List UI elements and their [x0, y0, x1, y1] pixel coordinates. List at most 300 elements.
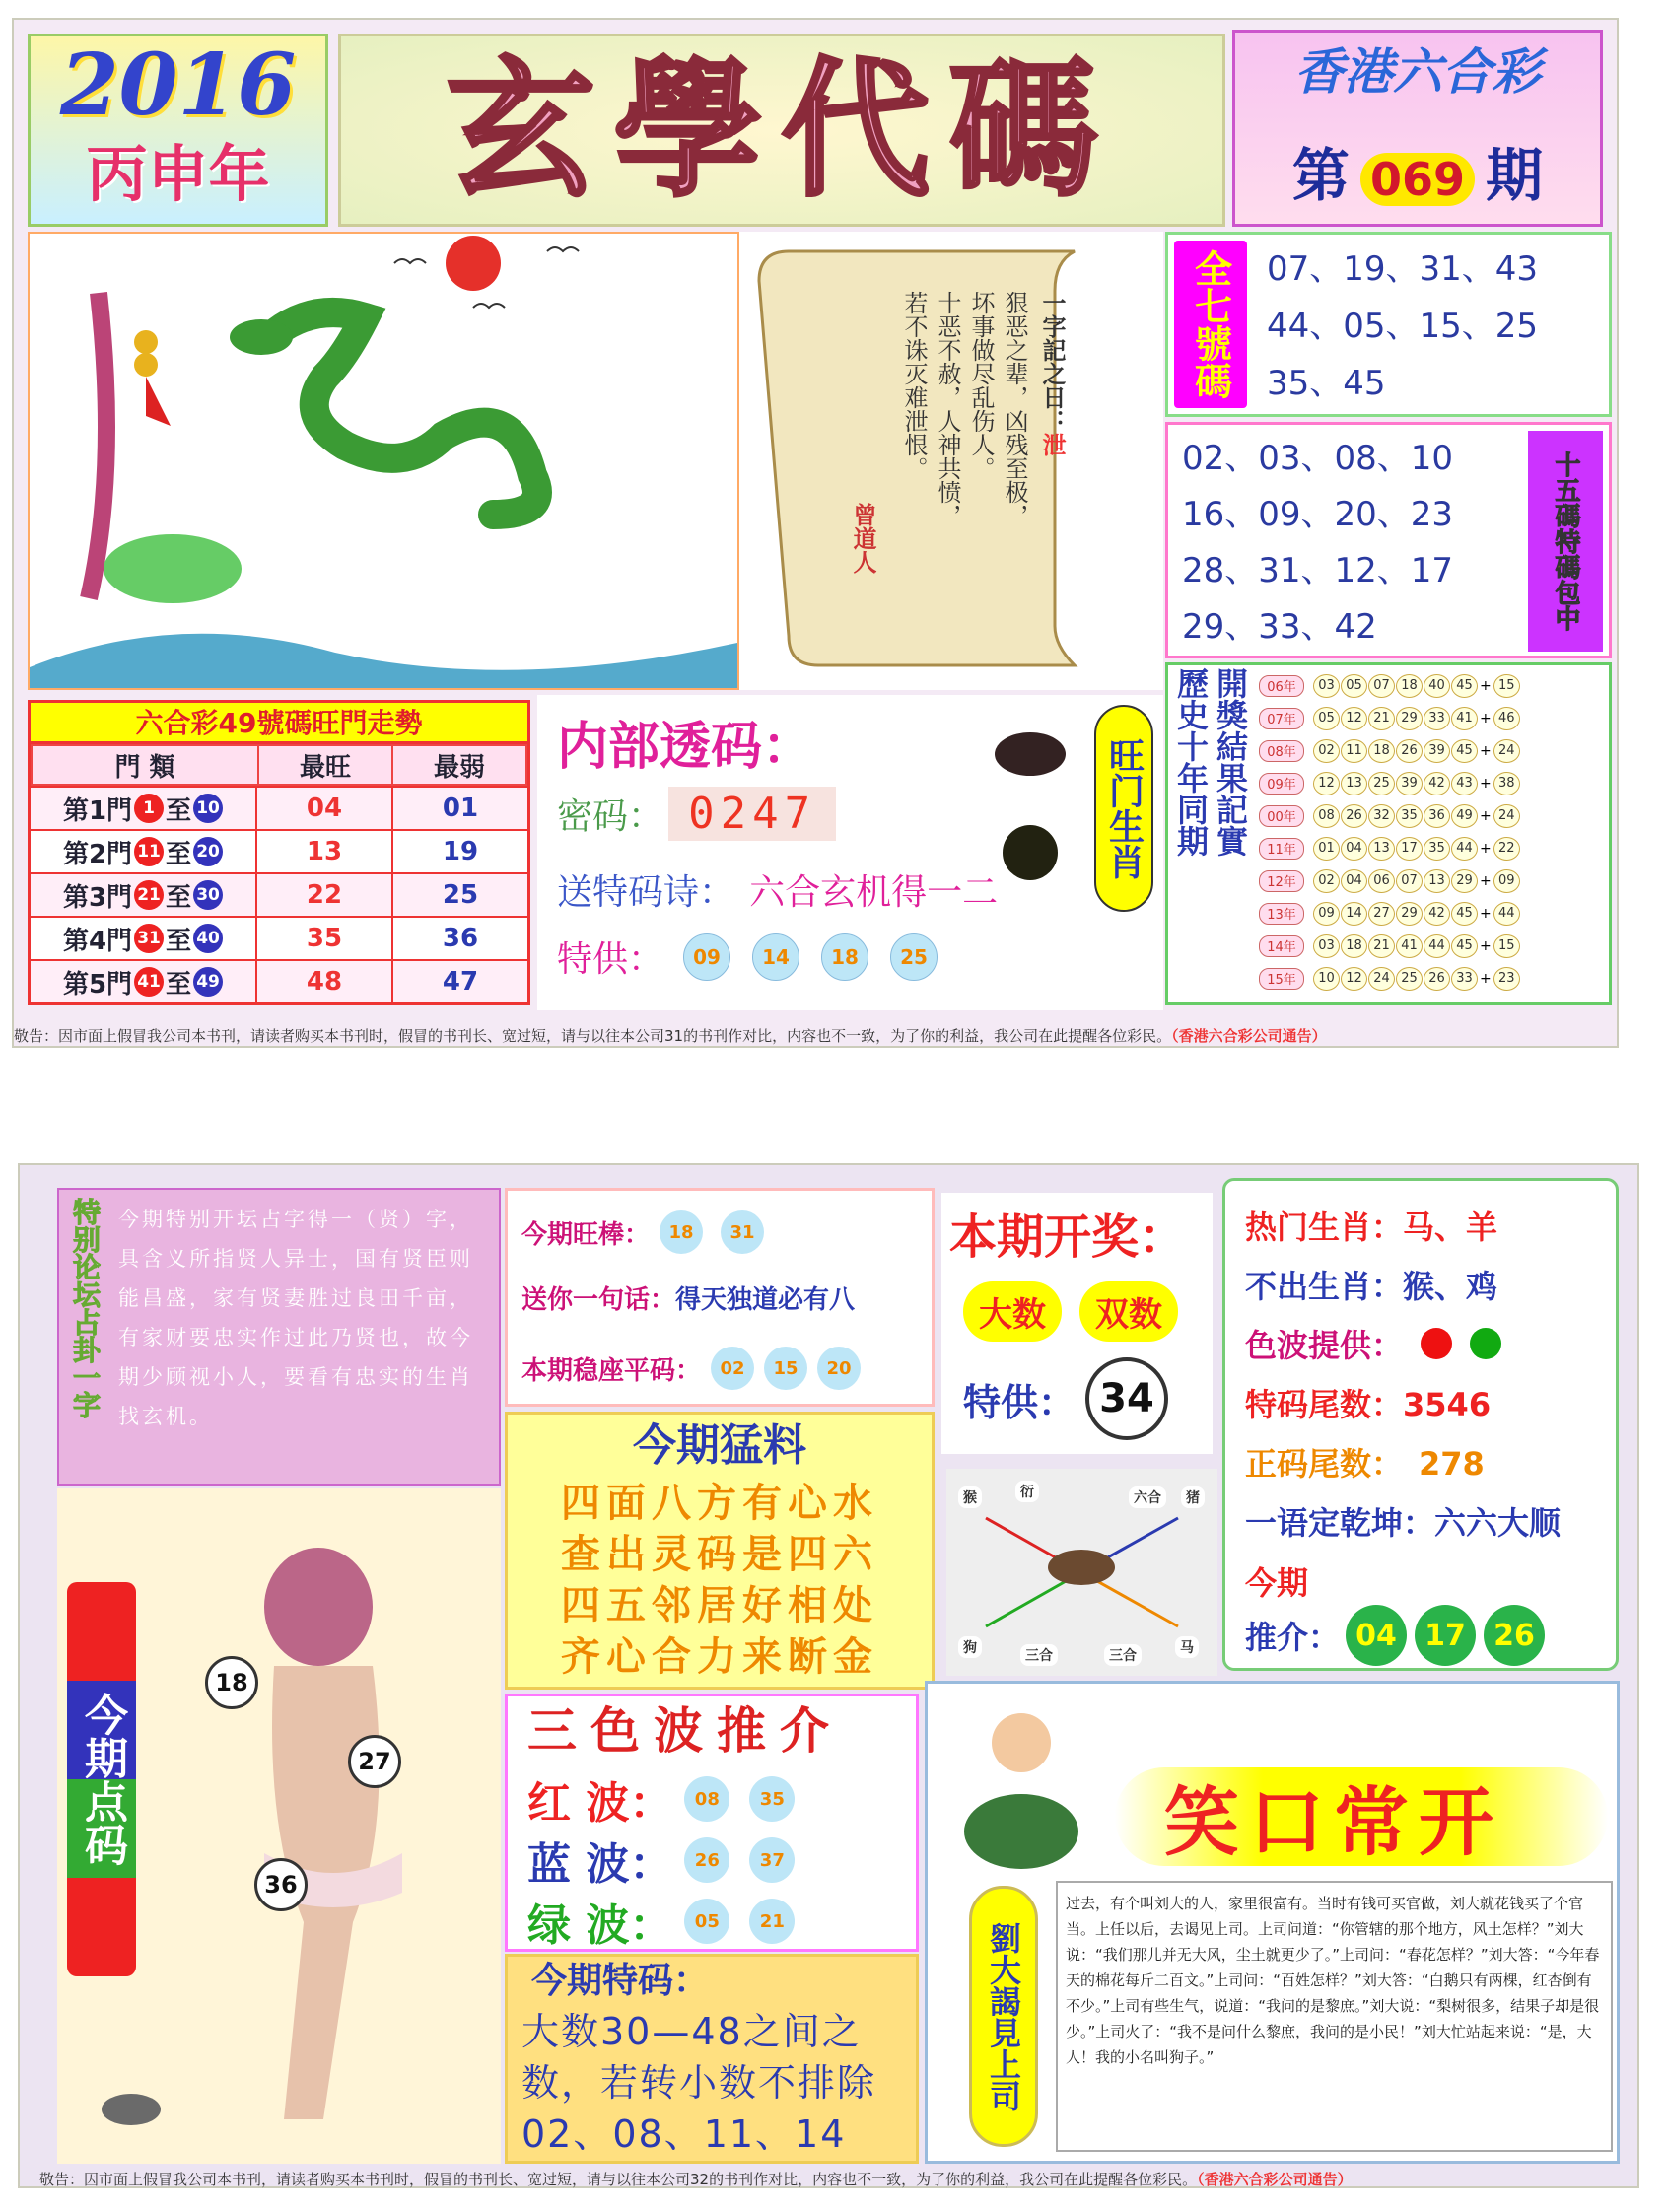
trend-door: [31, 788, 257, 829]
history-number: 40: [1424, 674, 1450, 698]
issue-suffix: 期: [1486, 142, 1544, 209]
wave-line: [1245, 1321, 1501, 1366]
hot-line: [1245, 1203, 1497, 1248]
wang-line: [521, 1210, 764, 1254]
history-number: 02: [1313, 739, 1340, 763]
scroll-line-3: 十恶不赦，人神共愤，: [934, 291, 961, 527]
history-year: 14年: [1259, 935, 1304, 957]
point-ball: 18: [205, 1656, 258, 1709]
title-banner: [338, 34, 1225, 227]
nohot-label: 不出生肖：: [1245, 1268, 1404, 1305]
laugh-title: 笑口常开: [1164, 1778, 1503, 1866]
history-year: 06年: [1259, 675, 1304, 697]
fierce-line: 四五邻居好相处: [561, 1583, 878, 1628]
trend-min: 19: [442, 837, 479, 866]
point-ball: 27: [348, 1735, 401, 1788]
tema-text: 大数30—48之间之数，若转小数不排除02、08、11、14: [521, 2010, 877, 2156]
history-year: 08年: [1259, 740, 1304, 762]
history-plus: +: [1480, 937, 1492, 954]
special-ball: 14: [752, 933, 799, 981]
nohot-line: [1245, 1262, 1497, 1307]
trend-door-end: 40: [193, 924, 223, 953]
history-number: 14: [1341, 902, 1367, 926]
history-year: 12年: [1259, 870, 1304, 892]
scroll-panel: [739, 232, 1163, 690]
blue-balls: [684, 1837, 795, 1883]
zodiac-label: 马: [1175, 1636, 1199, 1658]
draw-title: 本期开奖：: [949, 1210, 1187, 1265]
history-number: 18: [1368, 739, 1395, 763]
brand-block: [1232, 30, 1603, 227]
special-label: 特供：: [557, 939, 664, 980]
history-number: 12: [1341, 967, 1367, 991]
history-row: [1259, 767, 1520, 799]
history-number: 45: [1451, 674, 1478, 698]
trend-door-name: 第5門: [62, 969, 133, 1000]
kill-row-2: 44、05、15、25: [1267, 307, 1539, 346]
trend-door-to: 至: [166, 926, 192, 956]
trend-title: 六合彩49號碼旺門走勢: [31, 703, 527, 744]
bottom-notice-sign: （香港六合彩公司通告）: [1197, 2171, 1353, 2188]
trend-header-row: [32, 745, 526, 785]
red-label: 红 波：: [527, 1778, 673, 1829]
history-year: 00年: [1259, 805, 1304, 827]
scroll-signature: 曾道人: [849, 503, 876, 574]
hot-value: 马、羊: [1403, 1209, 1498, 1246]
special-ball: 18: [821, 933, 868, 981]
draw-big: 大数: [963, 1281, 1062, 1342]
red-balls: [684, 1776, 795, 1822]
draw-special-ball: 34: [1085, 1357, 1168, 1440]
rec-ball: 17: [1415, 1605, 1476, 1666]
history-number: 13: [1368, 837, 1395, 861]
wang-label-b: 今期旺棒：: [521, 1219, 651, 1250]
draw-double: 双数: [1079, 1281, 1178, 1342]
kill-row-3: 35、45: [1267, 364, 1386, 403]
history-plus: +: [1480, 905, 1492, 922]
red-line: [527, 1767, 795, 1831]
tricolor-title: 三色波推介: [527, 1702, 843, 1760]
bottom-notice: [39, 2169, 1636, 2189]
trend-door-to: 至: [166, 882, 192, 913]
history-row: [1259, 930, 1520, 962]
poem-label: 送特码诗：: [557, 872, 735, 913]
history-number: 29: [1396, 707, 1423, 730]
history-label: 歷史十年同期: [1172, 667, 1210, 857]
history-number: 18: [1396, 674, 1423, 698]
draw-panel: [941, 1193, 1213, 1454]
trend-max: 35: [257, 918, 393, 959]
lady-figure: [205, 1528, 432, 2139]
tail-line: [1245, 1380, 1491, 1425]
trend-table: [31, 744, 527, 786]
history-number: 26: [1396, 739, 1423, 763]
history-row: [1259, 897, 1520, 930]
trend-door-end: 10: [193, 794, 223, 823]
ztail-value: 278: [1419, 1445, 1485, 1483]
history-special: 44: [1493, 902, 1520, 926]
ztail-label: 正码尾数：: [1245, 1445, 1404, 1483]
ping-ball: 15: [764, 1347, 807, 1390]
trend-max: 22: [257, 874, 393, 916]
yiyu-line: [1245, 1498, 1561, 1544]
history-number: 35: [1396, 804, 1423, 828]
trend-max: 04: [257, 788, 393, 829]
history-number: 26: [1341, 804, 1367, 828]
trend-row: [31, 872, 527, 916]
issue-number: 069: [1360, 153, 1475, 206]
history-number: 44: [1451, 837, 1478, 861]
rec-line: [1245, 1605, 1545, 1666]
poem-line: [557, 864, 998, 915]
history-number: 25: [1396, 967, 1423, 991]
kill-numbers: [1267, 241, 1538, 412]
trend-table-panel: [28, 700, 530, 1005]
year-label: 2016: [59, 35, 297, 135]
fierce-line: 查出灵码是四六: [561, 1532, 878, 1577]
trend-row: [31, 916, 527, 959]
middle-top-panel: [505, 1188, 935, 1407]
top-notice: [14, 1025, 1621, 1046]
ping-label: 本期稳座平码：: [521, 1355, 702, 1386]
special-ball: 25: [890, 933, 938, 981]
wang-ball: 18: [660, 1210, 703, 1254]
tema-panel: [505, 1954, 919, 2164]
ping-ball: 20: [817, 1347, 861, 1390]
trend-max: 48: [257, 961, 393, 1002]
ping-balls: [711, 1347, 861, 1390]
trend-header-min: 最弱: [392, 745, 526, 785]
draw-special-line: [941, 1357, 1213, 1440]
trend-max: 13: [257, 831, 393, 872]
trend-header-door: 門 類: [32, 745, 258, 785]
trend-door-name: 第2門: [62, 839, 133, 869]
forum-label: 特别论坛占卦一字: [69, 1198, 102, 1418]
tricolor-panel: [505, 1694, 919, 1952]
history-number: 27: [1368, 902, 1395, 926]
history-row: [1259, 702, 1520, 734]
history-number: 42: [1424, 902, 1450, 926]
yiyu-label: 一语定乾坤：: [1245, 1504, 1435, 1542]
history-number: 05: [1313, 707, 1340, 730]
trend-door-name: 第3門: [62, 882, 133, 913]
say-value: 得天独道必有八: [675, 1285, 856, 1315]
history-special: 46: [1493, 707, 1520, 730]
history-row: [1259, 734, 1520, 767]
history-number: 33: [1424, 707, 1450, 730]
history-special: 23: [1493, 967, 1520, 991]
issue-prefix: 第: [1291, 142, 1350, 209]
trend-door: [31, 874, 257, 916]
history-number: 45: [1451, 902, 1478, 926]
history-plus: +: [1480, 872, 1492, 889]
history-number: 03: [1313, 934, 1340, 958]
red-ball: 35: [749, 1776, 795, 1822]
trend-min: 01: [442, 794, 479, 823]
lady-panel: [57, 1488, 501, 2164]
point-ball: 36: [254, 1858, 308, 1911]
history-year: 13年: [1259, 903, 1304, 925]
trend-min: 47: [442, 967, 479, 997]
history-number: 06: [1368, 869, 1395, 893]
pw-line: [557, 789, 836, 839]
history-special: 24: [1493, 804, 1520, 828]
special-line: [557, 932, 938, 982]
history-panel: [1165, 662, 1612, 1005]
history-number: 02: [1313, 869, 1340, 893]
bottom-notice-text: 敬告：因市面上假冒我公司本书刊，请读者购买本书刊时，假冒的书刊长、宽过短，请与以往本公司32的书刊作对比，内容也不一致，为了你的利益，我公司在此提醒各位彩民。: [39, 2171, 1198, 2188]
history-special: 24: [1493, 739, 1520, 763]
history-number: 32: [1368, 804, 1395, 828]
history-special: 15: [1493, 934, 1520, 958]
poem-value: 六合玄机得一二: [749, 872, 999, 913]
history-year: 09年: [1259, 773, 1304, 795]
trend-min: 36: [442, 924, 479, 953]
inside-title: 内部透码：: [557, 718, 814, 777]
fifteen-numbers: [1182, 431, 1453, 656]
fierce-line: 四面八方有心水: [561, 1481, 878, 1526]
history-plus: +: [1480, 742, 1492, 759]
history-number: 42: [1424, 772, 1450, 795]
trend-door-start: 21: [134, 880, 164, 910]
kill-label: 全七號碼: [1174, 241, 1247, 408]
history-number: 21: [1368, 934, 1395, 958]
history-special: 15: [1493, 674, 1520, 698]
history-number: 26: [1424, 967, 1450, 991]
special-ball: 09: [683, 933, 730, 981]
trend-door-start: 41: [134, 967, 164, 997]
history-number: 13: [1424, 869, 1450, 893]
history-number: 07: [1396, 869, 1423, 893]
forum-panel: [57, 1188, 501, 1486]
blue-ball: 26: [684, 1837, 729, 1883]
history-row: [1259, 669, 1520, 702]
history-number: 04: [1341, 837, 1367, 861]
history-number: 36: [1424, 804, 1450, 828]
trend-row: [31, 829, 527, 872]
scroll-line-4: 若不诛灭难泄恨。: [900, 291, 928, 480]
yiyu-value: 六六大顺: [1434, 1504, 1562, 1542]
wang-balls: [660, 1210, 764, 1254]
tail-value: 3546: [1403, 1386, 1492, 1423]
trend-door: [31, 831, 257, 872]
scroll-line-2: 坏事做尽乱伤人。: [967, 291, 995, 480]
blue-ball: 37: [749, 1837, 795, 1883]
history-number: 10: [1313, 967, 1340, 991]
point-label: 今期点码: [67, 1582, 136, 1976]
history-rows: [1259, 669, 1520, 995]
say-line: [521, 1279, 855, 1316]
trend-min: 25: [442, 880, 479, 910]
history-plus: +: [1480, 807, 1492, 824]
wave-green-dot: [1470, 1328, 1501, 1359]
trend-door-start: 31: [134, 924, 164, 953]
trend-door-name: 第4門: [62, 926, 133, 956]
history-special: 22: [1493, 837, 1520, 861]
fifteen-row-4: 29、33、42: [1182, 607, 1377, 647]
inside-code-panel: [537, 695, 1163, 1010]
rec-ball: 26: [1484, 1605, 1545, 1666]
year-block: [28, 34, 328, 227]
history-label2: 開獎結果記實: [1212, 667, 1249, 857]
say-label: 送你一句话：: [521, 1285, 676, 1315]
trend-door-end: 30: [193, 880, 223, 910]
fierce-panel: [505, 1412, 935, 1690]
history-plus: +: [1480, 970, 1492, 987]
ganzhi-label: 丙申年: [86, 138, 270, 210]
history-number: 04: [1341, 869, 1367, 893]
tema-title: 今期特码：: [531, 1961, 710, 2001]
green-balls: [684, 1899, 795, 1944]
hot-panel: [1222, 1178, 1619, 1671]
history-number: 18: [1341, 934, 1367, 958]
trend-row: [31, 786, 527, 829]
wang-label: 旺门生肖: [1094, 705, 1153, 912]
fierce-line: 齐心合力来断金: [561, 1634, 878, 1680]
history-number: 17: [1396, 837, 1423, 861]
fifteen-numbers-box: [1165, 422, 1612, 658]
main-title: 玄學代碼: [446, 43, 1117, 217]
nohot-value: 猴、鸡: [1403, 1268, 1498, 1305]
ztail-line: [1245, 1439, 1485, 1485]
blue-line: [527, 1829, 795, 1892]
trend-door-start: 11: [134, 837, 164, 866]
fifteen-label: 十五碼特碼包中: [1528, 431, 1603, 652]
brand-label: 香港六合彩: [1294, 43, 1541, 101]
history-number: 21: [1368, 707, 1395, 730]
kill-row-1: 07、19、31、43: [1267, 249, 1539, 289]
ping-ball: 02: [711, 1347, 754, 1390]
zodiac-label: 衍: [1015, 1481, 1039, 1502]
history-number: 01: [1313, 837, 1340, 861]
trend-door: [31, 961, 257, 1002]
hot-label: 热门生肖：: [1245, 1209, 1404, 1246]
trend-door-to: 至: [166, 839, 192, 869]
scroll-heading: [1035, 291, 1070, 587]
rec-balls: [1346, 1605, 1545, 1666]
forum-text: 今期特别开坛占字得一（贤）字，具含义所指贤人异士，国有贤臣则能昌盛，家有贤妻胜过良田千亩，有家财要忠实作过此乃贤也，故今期少顾视小人，要看有忠实的生肖找玄机。: [118, 1208, 473, 1428]
history-number: 41: [1451, 707, 1478, 730]
green-line: [527, 1890, 795, 1953]
zodiac-label: 六合: [1129, 1486, 1166, 1508]
history-row: [1259, 864, 1520, 897]
history-number: 05: [1341, 674, 1367, 698]
scroll-heading-char: 泄: [1038, 433, 1066, 456]
history-number: 45: [1451, 739, 1478, 763]
green-ball: 05: [684, 1899, 729, 1944]
scroll-heading-text: 一字記之日：: [1038, 291, 1066, 433]
trend-door-name: 第1門: [62, 795, 133, 826]
history-special: 38: [1493, 772, 1520, 795]
rec-label2: 推介：: [1245, 1619, 1341, 1656]
history-number: 43: [1451, 772, 1478, 795]
history-plus: +: [1480, 677, 1492, 694]
wang-ball: 31: [721, 1210, 764, 1254]
fierce-lines: [508, 1478, 932, 1683]
trend-door-start: 1: [134, 794, 164, 823]
pw-value: 0247: [668, 787, 836, 841]
trend-rows: [31, 786, 527, 1002]
history-row: [1259, 799, 1520, 832]
special-balls: [683, 933, 938, 981]
history-number: 24: [1368, 967, 1395, 991]
fifteen-row-3: 28、31、12、17: [1182, 551, 1454, 590]
scroll-line-1: 狠恶之辈，凶残至极，: [1001, 291, 1028, 527]
draw-chips: [941, 1281, 1213, 1342]
history-number: 09: [1313, 902, 1340, 926]
story-text: 过去，有个叫刘大的人，家里很富有。当时有钱可买官做，刘大就花钱买了个官当。上任以后，去谒见上司。上司问道：“你管辖的那个地方，风土怎样？”刘大说：“我们那儿并无大风，尘土就更少了。”上司问：“春花怎样？”刘大答：“今年春天的棉花每斤二百文。”上司问：“百姓怎样？”刘大答：“白鹅只有两棵，红杏倒有不少。”上司有些生气，说道：“我问的是黎庶。”刘大说：“梨树很多，结果子却是很少。”上司火了：“我不是问什么黎庶，我问的是小民！”刘大忙站起来说：“是，大人！我的小名叫狗子。”: [1056, 1881, 1613, 2152]
history-year: 07年: [1259, 708, 1304, 729]
fifteen-row-1: 02、03、08、10: [1182, 439, 1454, 478]
history-row: [1259, 832, 1520, 864]
wave-red-dot: [1421, 1328, 1452, 1359]
fifteen-row-2: 16、09、20、23: [1182, 495, 1454, 534]
dog-icon: [97, 2080, 166, 2139]
zodiac-diagram: [946, 1469, 1217, 1676]
zodiac-label: 三合: [1104, 1644, 1142, 1666]
history-number: 03: [1313, 674, 1340, 698]
tail-label: 特码尾数：: [1245, 1386, 1404, 1423]
wave-label: 色波提供：: [1245, 1327, 1404, 1364]
history-number: 08: [1313, 804, 1340, 828]
history-plus: +: [1480, 840, 1492, 857]
history-number: 13: [1341, 772, 1367, 795]
green-label: 绿 波：: [527, 1901, 673, 1951]
draw-special-label: 特供：: [963, 1380, 1077, 1424]
history-row: [1259, 962, 1520, 995]
history-number: 07: [1368, 674, 1395, 698]
history-number: 29: [1451, 869, 1478, 893]
history-plus: +: [1480, 710, 1492, 726]
ping-line: [521, 1347, 861, 1390]
history-number: 33: [1451, 967, 1478, 991]
snake-illustration: [28, 232, 739, 690]
history-number: 49: [1451, 804, 1478, 828]
trend-row: [31, 959, 527, 1002]
history-year: 11年: [1259, 838, 1304, 860]
history-number: 41: [1396, 934, 1423, 958]
history-number: 12: [1341, 707, 1367, 730]
history-number: 12: [1313, 772, 1340, 795]
history-number: 29: [1396, 902, 1423, 926]
rat-ox-icon: [986, 715, 1084, 912]
zodiac-label: 猴: [958, 1486, 982, 1508]
kill-numbers-box: [1165, 232, 1612, 417]
history-number: 44: [1424, 934, 1450, 958]
history-number: 25: [1368, 772, 1395, 795]
history-special: 09: [1493, 869, 1520, 893]
trend-door-to: 至: [166, 795, 192, 826]
zodiac-label: 狗: [958, 1636, 982, 1658]
red-ball: 08: [684, 1776, 729, 1822]
trend-door: [31, 918, 257, 959]
rec-label1: 今期: [1245, 1564, 1309, 1602]
trend-header-max: 最旺: [258, 745, 392, 785]
history-year: 15年: [1259, 968, 1304, 990]
history-plus: +: [1480, 775, 1492, 792]
fierce-title: 今期猛料: [633, 1420, 806, 1471]
issue-line: [1235, 129, 1600, 212]
trend-door-to: 至: [166, 969, 192, 1000]
blue-label: 蓝 波：: [527, 1839, 673, 1890]
top-notice-sign: （香港六合彩公司通告）: [1171, 1027, 1327, 1045]
trend-door-end: 20: [193, 837, 223, 866]
zodiac-label: 猪: [1181, 1486, 1205, 1508]
history-number: 39: [1424, 739, 1450, 763]
zodiac-label: 三合: [1020, 1644, 1058, 1666]
top-notice-text: 敬告：因市面上假冒我公司本书刊，请读者购买本书刊时，假冒的书刊长、宽过短，请与以往本公司31的书刊作对比，内容也不一致，为了你的利益，我公司在此提醒各位彩民。: [14, 1027, 1172, 1045]
money-man-icon: [957, 1703, 1085, 1871]
